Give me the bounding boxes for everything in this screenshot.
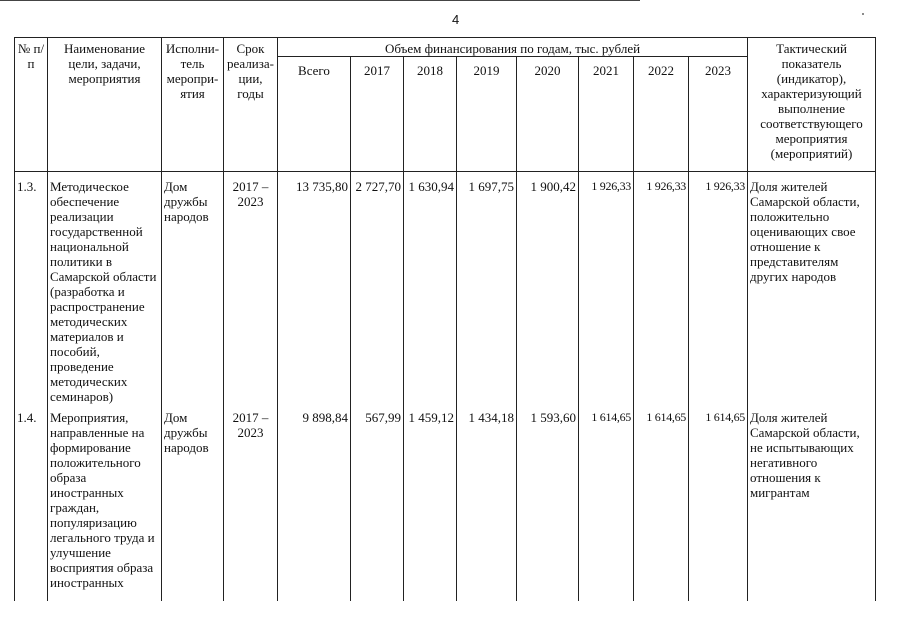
header-sub-2021: 2021 <box>579 57 634 172</box>
funding-table <box>14 37 876 601</box>
row-2018: 1 630,94 <box>404 172 457 405</box>
table-row <box>15 172 876 405</box>
row-2019: 1 434,18 <box>457 404 517 601</box>
row-total: 13 735,80 <box>278 172 351 405</box>
row-2022: 1 614,65 <box>634 404 689 601</box>
header-sub-2023: 2023 <box>689 57 748 172</box>
header-term: Срок реализа-ции, годы <box>224 38 278 172</box>
row-2021: 1 926,33 <box>579 172 634 405</box>
table-row <box>15 404 876 601</box>
row-2017: 567,99 <box>351 404 404 601</box>
row-executor: Дом дружбы народов <box>162 172 224 405</box>
row-number: 1.4. <box>15 404 48 601</box>
header-funding-group: Объем финансирования по годам, тыс. рублей <box>278 38 748 57</box>
row-indicator: Доля жителей Самарской области, не испытывающих негативного отношения к мигрантам <box>748 404 876 601</box>
header-sub-2017: 2017 <box>351 57 404 172</box>
page-number: 4 <box>452 12 460 27</box>
row-2019: 1 697,75 <box>457 172 517 405</box>
row-2023: 1 926,33 <box>689 172 748 405</box>
header-no: № п/п <box>15 38 48 172</box>
header-indicator: Тактический показатель (индикатор), характеризующий выполнение соответствующего мероприятия (мероприятий) <box>748 38 876 172</box>
row-2021: 1 614,65 <box>579 404 634 601</box>
header-sub-total: Всего <box>278 57 351 172</box>
row-term: 2017 – 2023 <box>224 404 278 601</box>
header-sub-2020: 2020 <box>517 57 579 172</box>
row-2017: 2 727,70 <box>351 172 404 405</box>
scan-speck <box>862 13 864 15</box>
row-term: 2017 – 2023 <box>224 172 278 405</box>
row-2022: 1 926,33 <box>634 172 689 405</box>
row-name: Мероприятия, направленные на формирование положительного образа иностранных граждан, популяризацию легального труда и улучшение восприятия образа иностранных <box>48 404 162 601</box>
row-number: 1.3. <box>15 172 48 405</box>
row-2020: 1 900,42 <box>517 172 579 405</box>
row-name: Методическое обеспечение реализации государственной национальной политики в Самарской области (разработка и распространение методических материалов и пособий, проведение методических семинаров) <box>48 172 162 405</box>
row-2023: 1 614,65 <box>689 404 748 601</box>
header-sub-2019: 2019 <box>457 57 517 172</box>
row-total: 9 898,84 <box>278 404 351 601</box>
header-sub-2022: 2022 <box>634 57 689 172</box>
header-name: Наименование цели, задачи, мероприятия <box>48 38 162 172</box>
header-executor: Исполни-тель меропри-ятия <box>162 38 224 172</box>
top-rule <box>0 0 640 1</box>
row-2018: 1 459,12 <box>404 404 457 601</box>
header-sub-2018: 2018 <box>404 57 457 172</box>
row-executor: Дом дружбы народов <box>162 404 224 601</box>
row-indicator: Доля жителей Самарской области, положительно оценивающих свое отношение к представителям других народов <box>748 172 876 405</box>
row-2020: 1 593,60 <box>517 404 579 601</box>
